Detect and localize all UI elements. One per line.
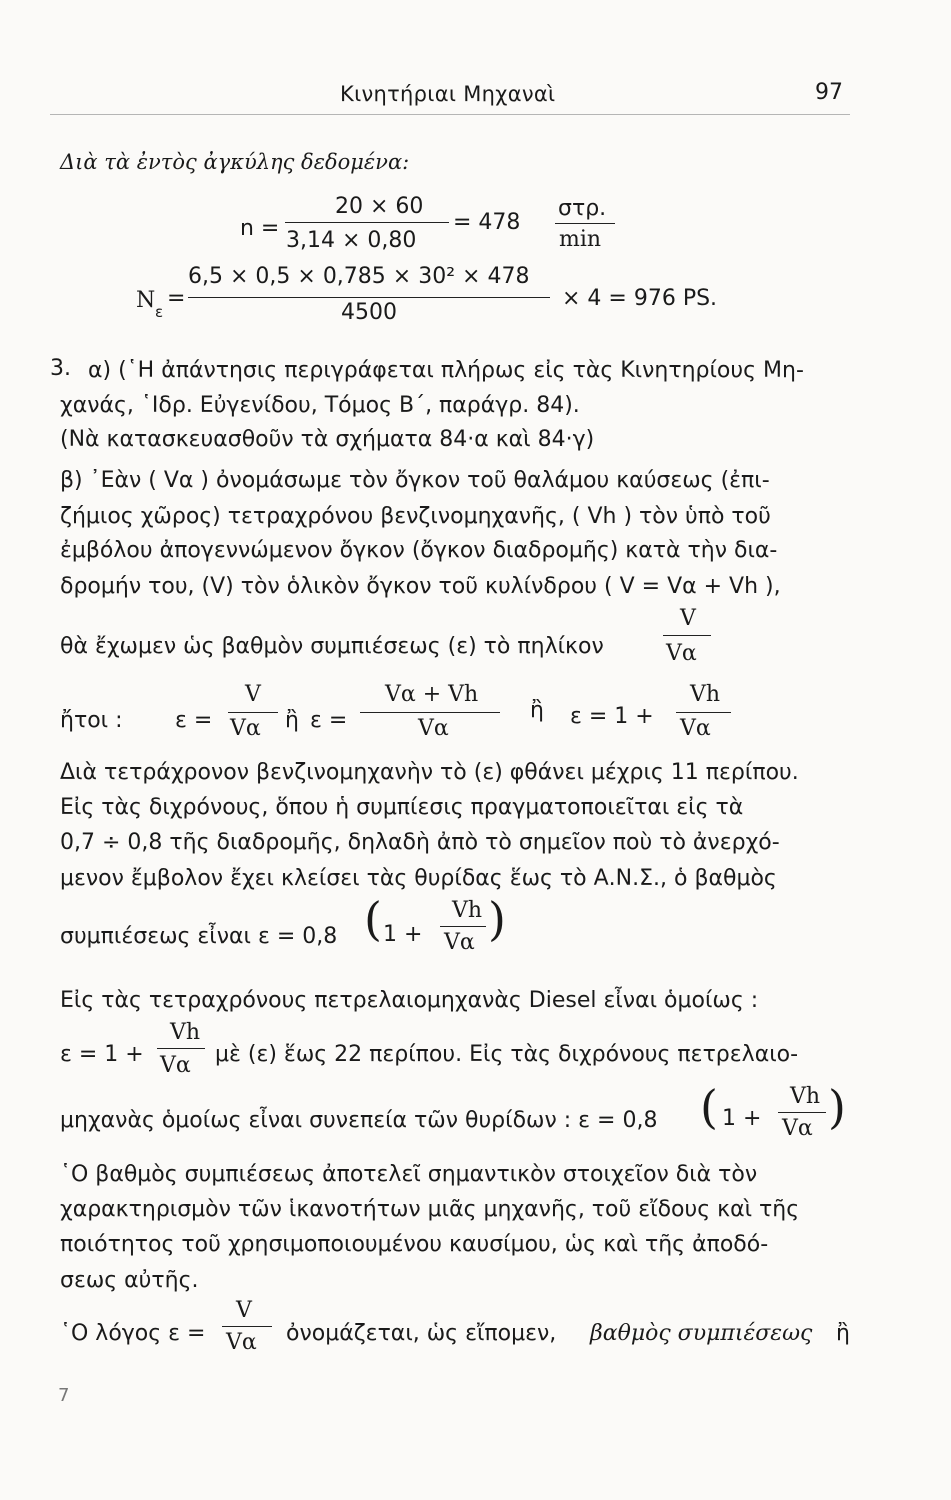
eps-frac-1-den: Vα (230, 716, 261, 741)
para-4-frac-bar (222, 1326, 272, 1327)
para-1-line-5: συμπιέσεως εἶναι ε = 0,8 (60, 924, 338, 949)
item-3b-line-4: δρομήν του, (V) τὸν ὁλικὸν ὄγκον τοῦ κυλίνδρου ( V = Vα + Vh ), (60, 574, 781, 599)
etoi-label: ἤτοι : (60, 708, 123, 733)
para-3-line-1: ῾Ο βαθμὸς συμπιέσεως ἀποτελεῖ σημαντικὸν στοιχεῖον διὰ τὸν (60, 1162, 758, 1187)
para-1-frac-num: Vh (452, 898, 483, 923)
eq-n-lhs: n = (240, 216, 280, 241)
item-3a-line-3: (Νὰ κατασκευασθοῦν τὰ σχήματα 84·α καὶ 84·γ) (60, 427, 595, 452)
item-3a-line-1: α) (῾Η ἀπάντησις περιγράφεται πλήρως εἰς τὰς Κινητηρίους Μη- (88, 358, 804, 383)
or-2: ἢ (530, 698, 544, 723)
eq-N-numerator: 6,5 × 0,5 × 0,785 × 30² × 478 (188, 264, 530, 289)
item-3b-line-3: ἐμβόλου ἀπογεννώμενον ὄγκον (ὄγκον διαδρομῆς) κατὰ τὴν δια- (60, 538, 778, 563)
item-3-number: 3. (50, 356, 71, 381)
para-2-one-plus: 1 + (722, 1106, 762, 1131)
eq-n-denominator: 3,14 × 0,80 (286, 228, 417, 253)
para-4-pre: ῾Ο λόγος ε = (60, 1321, 206, 1346)
para-1-line-1: Διὰ τετράχρονον βενζινομηχανὴν τὸ (ε) φθάνει μέχρις 11 περίπου. (60, 760, 799, 785)
para-4-frac-num: V (236, 1298, 252, 1323)
quotient-denominator: Vα (666, 641, 697, 666)
para-2-line-2-text: μὲ (ε) ἕως 22 περίπου. Εἰς τὰς διχρόνους πετρελαιο- (215, 1042, 799, 1067)
para-2-line-1: Εἰς τὰς τετραχρόνους πετρελαιομηχανὰς Diesel εἶναι ὁμοίως : (60, 988, 759, 1013)
para-2-frac-bar (157, 1048, 205, 1049)
eq-N-equals: = (167, 286, 186, 311)
eps-frac-2-num: Vα + Vh (385, 682, 479, 707)
para-2-eps: ε = 1 + (60, 1042, 144, 1067)
para-2-frac-2-num: Vh (790, 1084, 821, 1109)
eq-N-result: × 4 = 976 PS. (562, 286, 718, 311)
eps-frac-3-den: Vα (680, 716, 711, 741)
footer-mark: 7 (58, 1385, 70, 1406)
eq-n-unit-numerator: στρ. (558, 196, 607, 221)
eps-eq-2: ε = (310, 708, 348, 733)
eq-n-numerator: 20 × 60 (335, 194, 424, 219)
para-1-line-4: μενον ἔμβολον ἔχει κλείσει τὰς θυρίδας ἕως τὸ Α.Ν.Σ., ὁ βαθμὸς (60, 866, 777, 891)
para-1-line-3: 0,7 ÷ 0,8 τῆς διαδρομῆς, δηλαδὴ ἀπὸ τὸ σημεῖον ποὺ τὸ ἀνερχό- (60, 830, 780, 855)
para-4-post: ἢ (836, 1321, 850, 1346)
item-3b-line-5: θὰ ἔχωμεν ὡς βαθμὸν συμπιέσεως (ε) τὸ πηλίκον (60, 634, 604, 659)
left-paren: ( (364, 892, 382, 946)
para-4-italic-term: βαθμὸς συμπιέσεως (590, 1321, 813, 1346)
running-header: Κινητήριαι Μηχαναὶ (340, 82, 556, 106)
para-2-frac-den: Vα (160, 1053, 191, 1078)
para-4-mid: ὀνομάζεται, ὡς εἴπομεν, (286, 1321, 557, 1346)
para-1-one-plus: 1 + (383, 922, 423, 947)
eps-frac-2-den: Vα (418, 716, 449, 741)
para-1-frac-den: Vα (444, 930, 475, 955)
eps-frac-1-bar (228, 712, 278, 713)
eq-n-unit-denominator: min (559, 227, 602, 252)
item-3a-line-2: χανάς, ῾Ιδρ. Εὐγενίδου, Τόμος Β΄, παράγρ. 84). (60, 393, 580, 418)
para-2-frac-2-den: Vα (782, 1116, 813, 1141)
eq-N-subscript: ε (155, 303, 164, 321)
header-rule (50, 114, 850, 115)
eq-N-fraction-bar (188, 297, 550, 298)
eps-eq-1: ε = (175, 708, 213, 733)
right-paren-2: ) (828, 1080, 846, 1134)
eps-frac-1-num: V (245, 682, 261, 707)
eq-N-denominator: 4500 (341, 300, 397, 325)
para-1-frac-bar (440, 926, 486, 927)
eps-frac-3-bar (676, 712, 731, 713)
eq-N-lhs: N (136, 288, 156, 313)
eps-frac-2-bar (360, 712, 500, 713)
right-paren: ) (488, 892, 506, 946)
page-number: 97 (815, 80, 843, 105)
para-4-frac-den: Vα (226, 1330, 257, 1355)
para-3-line-4: σεως αὐτῆς. (60, 1268, 199, 1293)
quotient-numerator: V (680, 606, 696, 631)
eq-n-fraction-bar (285, 222, 449, 223)
left-paren-2: ( (700, 1080, 718, 1134)
para-2-line-3: μηχανὰς ὁμοίως εἶναι συνεπεία τῶν θυρίδων : ε = 0,8 (60, 1108, 658, 1133)
item-3b-line-2: ζήμιος χῶρος) τετραχρόνου βενζινομηχανῆς, ( Vh ) τὸν ὑπὸ τοῦ (60, 504, 771, 529)
para-2-frac-num: Vh (170, 1020, 201, 1045)
eps-frac-3-num: Vh (690, 682, 721, 707)
item-3b-line-1: β) ᾿Εὰν ( Vα ) ὀνομάσωμε τὸν ὄγκον τοῦ θαλάμου καύσεως (ἐπι- (60, 468, 770, 493)
or-1: ἢ (285, 708, 299, 733)
eps-eq-3: ε = 1 + (570, 704, 654, 729)
para-3-line-3: ποιότητος τοῦ χρησιμοποιουμένου καυσίμου, ὡς καὶ τῆς ἀποδό- (60, 1232, 769, 1257)
para-1-line-2: Εἰς τὰς διχρόνους, ὅπου ἡ συμπίεσις πραγματοποιεῖται εἰς τὰ (60, 795, 744, 820)
section-heading: Διὰ τὰ ἐντὸς ἀγκύλης δεδομένα: (60, 150, 410, 174)
quotient-bar (663, 635, 711, 636)
eq-n-result: = 478 (453, 210, 521, 235)
eq-n-unit-bar (555, 223, 615, 224)
para-3-line-2: χαρακτηρισμὸν τῶν ἱκανοτήτων μιᾶς μηχανῆς, τοῦ εἴδους καὶ τῆς (60, 1197, 800, 1222)
para-2-frac-2-bar (778, 1112, 826, 1113)
